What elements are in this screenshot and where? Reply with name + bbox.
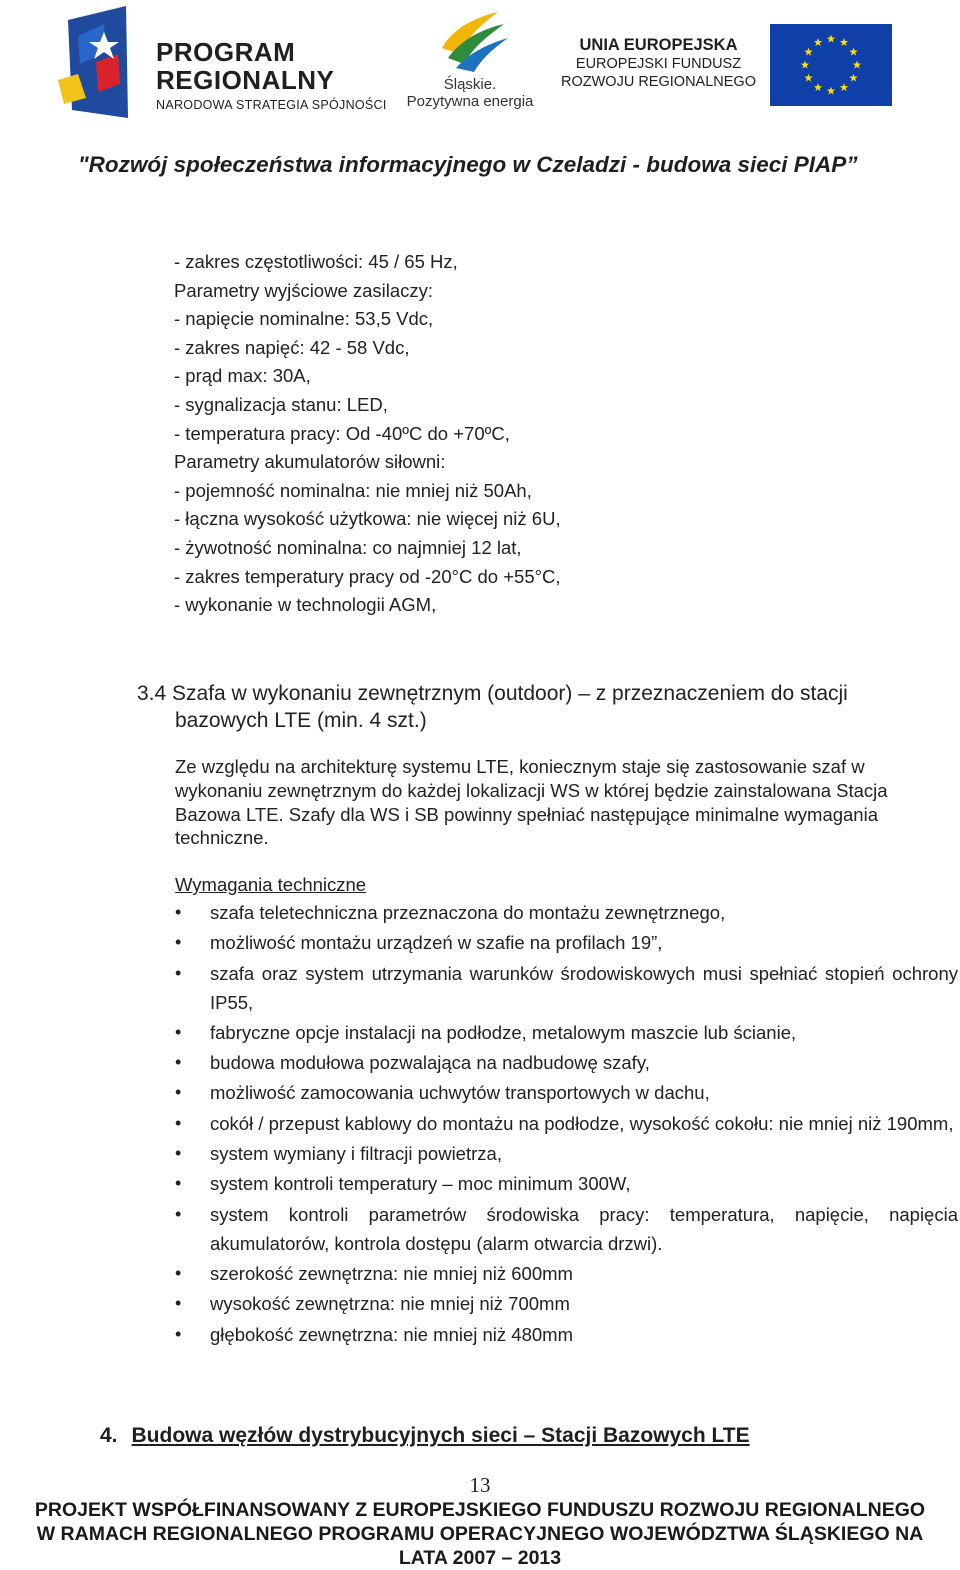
program-logo-line1: PROGRAM: [156, 37, 296, 67]
requirement-item: • szafa teletechniczna przeznaczona do montażu zewnętrznego,: [210, 898, 958, 927]
slaskie-logo-line1: Śląskie.: [443, 76, 497, 93]
footer-line1: PROJEKT WSPÓŁFINANSOWANY Z EUROPEJSKIEGO FUNDUSZU ROZWOJU REGIONALNEGO: [34, 1499, 926, 1521]
eu-logo-line3: ROZWOJU REGIONALNEGO: [561, 74, 756, 90]
requirement-item: • wysokość zewnętrzna: nie mniej niż 700mm: [210, 1289, 958, 1318]
slaskie-logo-line2: Pozytywna energia: [406, 93, 534, 110]
requirement-item: • szafa oraz system utrzymania warunków środowiskowych musi spełniać stopień ochrony IP55,: [210, 959, 958, 1017]
requirement-item: • głębokość zewnętrzna: nie mniej niż 480mm: [210, 1320, 958, 1349]
section-4-number: 4.: [100, 1424, 118, 1447]
eu-logo: [556, 22, 896, 108]
requirement-item: • możliwość zamocowania uchwytów transportowych w dachu,: [210, 1078, 958, 1107]
parameter-line: - sygnalizacja stanu: LED,: [174, 393, 388, 415]
requirement-item: • system kontroli parametrów środowiska pracy: temperatura, napięcie, napięcia akumulatorów, kontrola dostępu (alarm otwarcia drzwi).: [210, 1200, 958, 1258]
eu-flag-icon: [770, 24, 892, 106]
parameter-line: - zakres częstotliwości: 45 / 65 Hz,: [174, 251, 458, 272]
eu-logo-line2: EUROPEJSKI FUNDUSZ: [575, 56, 742, 72]
footer-line3: LATA 2007 – 2013: [398, 1547, 562, 1569]
program-logo-line2: REGIONALNY: [156, 65, 335, 95]
section-3-4-heading-line2: bazowych LTE (min. 4 szt.): [175, 709, 427, 732]
requirement-item: • fabryczne opcje instalacji na podłodze, metalowym maszcie lub ścianie,: [210, 1018, 958, 1047]
slaskie-emblem-icon: [400, 8, 540, 74]
parameter-line: - żywotność nominalna: co najmniej 12 lat,: [174, 536, 522, 558]
document-title: "Rozwój społeczeństwa informacyjnego w Czeladzi - budowa sieci PIAP”: [78, 152, 858, 177]
requirement-item: • szerokość zewnętrzna: nie mniej niż 600mm: [210, 1259, 958, 1288]
requirements-title: Wymagania techniczne: [175, 874, 367, 895]
requirements-list: [210, 898, 958, 1350]
requirement-item: • możliwość montażu urządzeń w szafie na profilach 19”,: [210, 928, 958, 957]
parameters-list: [174, 248, 561, 620]
parameter-line: - zakres temperatury pracy od -20°C do +55°C,: [174, 565, 561, 587]
parameter-line: - temperatura pracy: Od -40ºC do +70ºC,: [174, 422, 510, 444]
footer: [0, 1498, 960, 1570]
requirement-item: • budowa modułowa pozwalająca na nadbudowę szafy,: [210, 1048, 958, 1077]
eu-logo-line1: UNIA EUROPEJSKA: [579, 36, 738, 54]
section-3-4-heading: [137, 680, 848, 734]
requirement-item: • system wymiany i filtracji powietrza,: [210, 1139, 958, 1168]
section-3-4-heading-line1: 3.4 Szafa w wykonaniu zewnętrznym (outdoor) – z przeznaczeniem do stacji: [137, 682, 848, 705]
parameter-line: - prąd max: 30A,: [174, 365, 311, 387]
program-regionalny-emblem-icon: [56, 6, 136, 118]
parameter-line: - napięcie nominalne: 53,5 Vdc,: [174, 308, 434, 330]
parameter-line: Parametry wyjściowe zasilaczy:: [174, 279, 434, 301]
requirement-item: • system kontroli temperatury – moc minimum 300W,: [210, 1169, 958, 1198]
section-4-title: Budowa węzłów dystrybucyjnych sieci – Stacji Bazowych LTE: [131, 1424, 750, 1447]
parameter-line: - zakres napięć: 42 - 58 Vdc,: [174, 336, 410, 358]
section-4-heading: [100, 1424, 750, 1448]
footer-line2: W RAMACH REGIONALNEGO PROGRAMU OPERACYJNEGO WOJEWÓDZTWA ŚLĄSKIEGO NA: [36, 1523, 924, 1545]
slaskie-logo: [400, 8, 540, 116]
page-number: 13: [469, 1473, 491, 1497]
parameter-line: - wykonanie w technologii AGM,: [174, 594, 437, 616]
program-logo-line3: NARODOWA STRATEGIA SPÓJNOŚCI: [156, 98, 387, 112]
parameter-line: - pojemność nominalna: nie mniej niż 50Ah,: [174, 479, 532, 501]
program-regionalny-logo: [56, 6, 386, 118]
requirement-item: • cokół / przepust kablowy do montażu na podłodze, wysokość cokołu: nie mniej niż 190mm,: [210, 1109, 958, 1138]
section-3-4-paragraph: Ze względu na architekturę systemu LTE, koniecznym staje się zastosowanie szaf w wykonaniu zewnętrznym do każdej lokalizacji WS w której będzie zainstalowana Stacja Bazowa LTE. Szafy dla WS i SB powinny spełniać następujące minimalne wymagania techniczne.: [175, 756, 888, 849]
parameter-line: Parametry akumulatorów siłowni:: [174, 451, 446, 473]
parameter-line: - łączna wysokość użytkowa: nie więcej niż 6U,: [174, 508, 561, 530]
